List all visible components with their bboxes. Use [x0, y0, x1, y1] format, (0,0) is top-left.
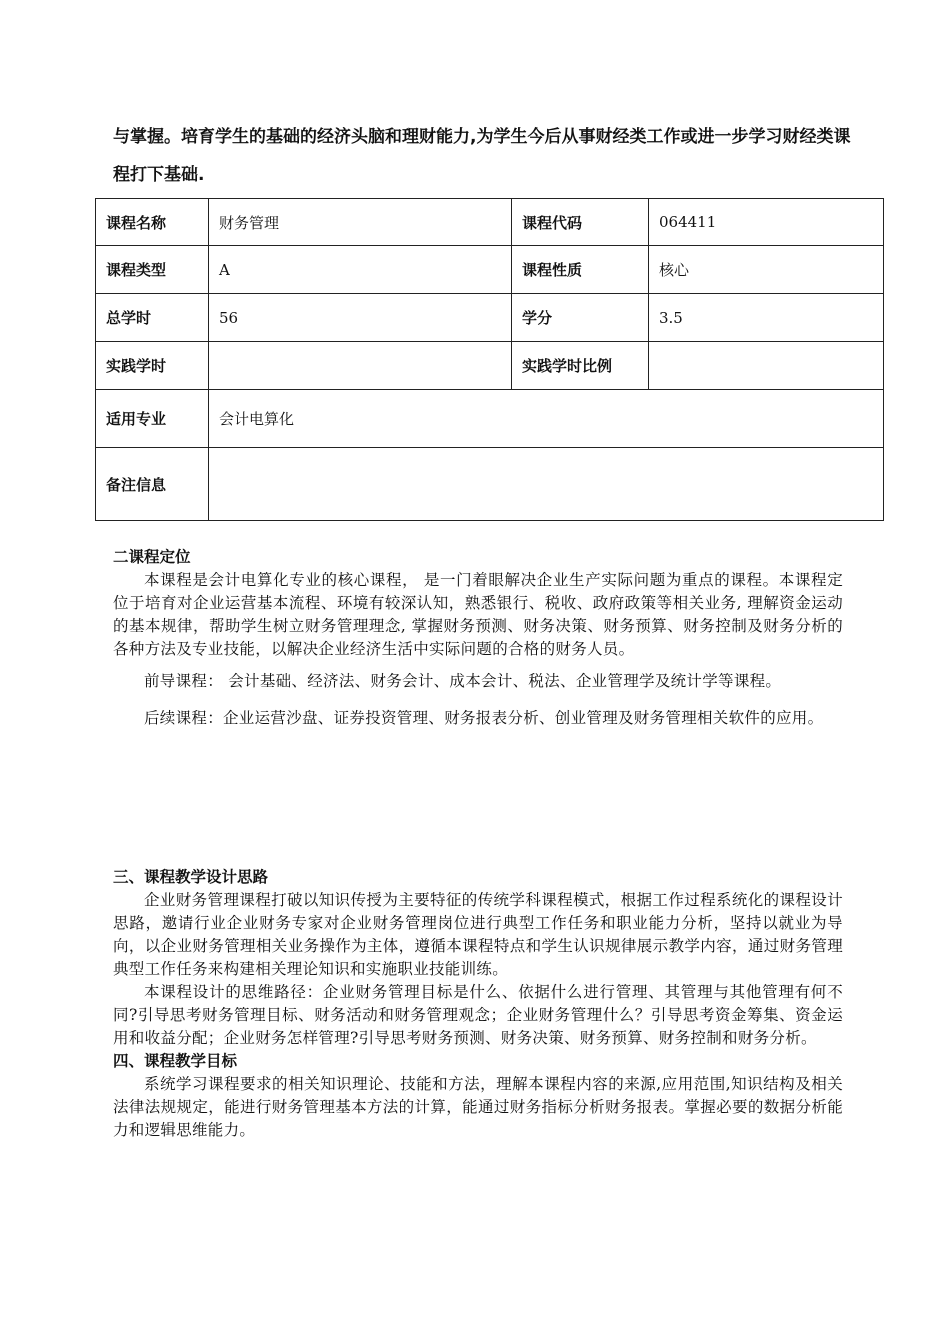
section-course-positioning: [113, 546, 843, 737]
credit-value: 3.5: [649, 294, 884, 342]
course-info-table: [95, 198, 884, 521]
course-code-label: 课程代码: [512, 199, 649, 246]
course-code-value: 064411: [649, 199, 884, 246]
practice-ratio-label: 实践学时比例: [512, 342, 649, 390]
table-row: [96, 294, 884, 342]
paragraph: 系统学习课程要求的相关知识理论、技能和方法，理解本课程内容的来源,应用范围,知识结构及相关法律法规规定，能进行财务管理基本方法的计算，能通过财务指标分析财务报表。掌握必要的数据分析能力和逻辑思维能力。: [113, 1075, 843, 1139]
table-row: [96, 246, 884, 294]
major-label: 适用专业: [96, 390, 209, 448]
course-name-value: 财务管理: [209, 199, 512, 246]
course-nature-label: 课程性质: [512, 246, 649, 294]
major-value: 会计电算化: [209, 390, 884, 448]
table-row: [96, 199, 884, 246]
table-row: [96, 390, 884, 448]
table-row: [96, 448, 884, 521]
notes-value: [209, 448, 884, 521]
paragraph: 本课程是会计电算化专业的核心课程， 是一门着眼解决企业生产实际问题为重点的课程。本课程定位于培育对企业运营基本流程、环境有较深认知，熟悉银行、税收、政府政策等相关业务, 理解资金运动的基本规律，帮助学生树立财务管理理念, 掌握财务预测、财务决策、财务预算、财务控制及财务分析的各种方法及专业技能，以解决企业经济生活中实际问题的合格的财务人员。: [113, 571, 843, 658]
section-heading: 二课程定位: [113, 548, 191, 566]
credit-label: 学分: [512, 294, 649, 342]
total-hours-value: 56: [209, 294, 512, 342]
course-type-value: A: [209, 246, 512, 294]
paragraph: 本课程设计的思维路径：企业财务管理目标是什么、依据什么进行管理、其管理与其他管理有何不同?引导思考财务管理目标、财务活动和财务管理观念；企业财务管理什么？引导思考资金筹集、资金运用和收益分配；企业财务怎样管理?引导思考财务预测、财务决策、财务预算、财务控制和财务分析。: [113, 983, 843, 1047]
practice-ratio-value: [649, 342, 884, 390]
intro-paragraph: 与掌握。培育学生的基础的经济头脑和理财能力,为学生今后从事财经类工作或进一步学习财经类课程打下基础.: [113, 127, 851, 185]
course-type-label: 课程类型: [96, 246, 209, 294]
paragraph-prerequisites: 前导课程： 会计基础、经济法、财务会计、成本会计、税法、企业管理学及统计学等课程。: [144, 672, 782, 690]
section-design-approach: [113, 866, 843, 1142]
section-heading: 三、课程教学设计思路: [113, 868, 269, 886]
notes-label: 备注信息: [96, 448, 209, 521]
course-name-label: 课程名称: [96, 199, 209, 246]
practice-hours-value: [209, 342, 512, 390]
course-nature-value: 核心: [649, 246, 884, 294]
practice-hours-label: 实践学时: [96, 342, 209, 390]
paragraph: 企业财务管理课程打破以知识传授为主要特征的传统学科课程模式，根据工作过程系统化的课程设计思路，邀请行业企业财务专家对企业财务管理岗位进行典型工作任务和职业能力分析，坚持以就业为导向，以企业财务管理相关业务操作为主体，遵循本课程特点和学生认识规律展示教学内容，通过财务管理典型工作任务来构建相关理论知识和实施职业技能训练。: [113, 891, 843, 978]
table-row: [96, 342, 884, 390]
section-heading: 四、课程教学目标: [113, 1052, 238, 1070]
paragraph-follow-up: 后续课程：企业运营沙盘、证券投资管理、财务报表分析、创业管理及财务管理相关软件的应用。: [144, 709, 824, 727]
total-hours-label: 总学时: [96, 294, 209, 342]
